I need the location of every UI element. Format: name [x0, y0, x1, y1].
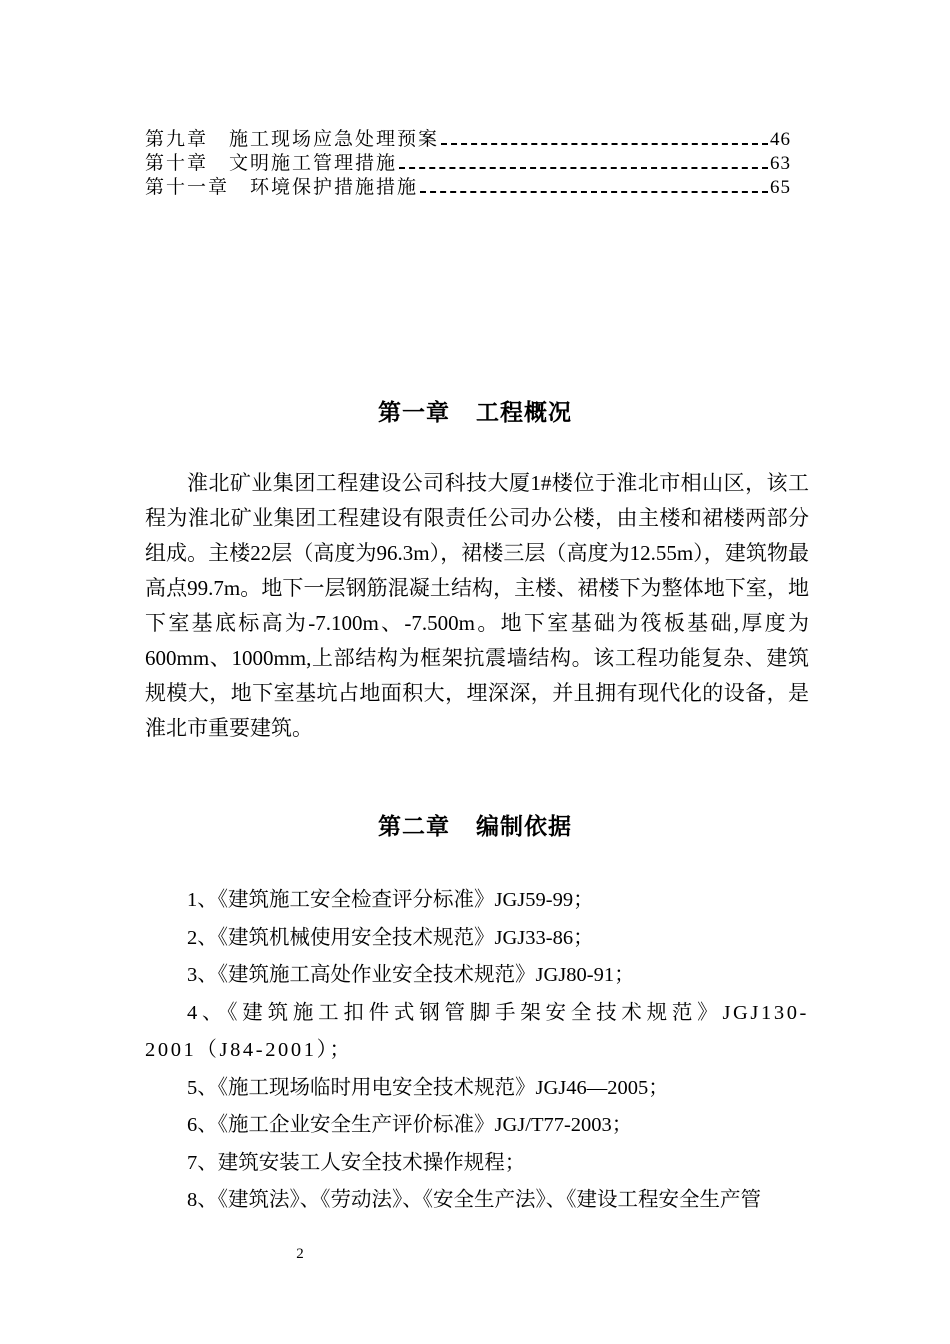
- toc-entry-page: 65: [770, 177, 791, 198]
- toc-entry-page: 46: [770, 129, 791, 150]
- list-item: 3、《建筑施工高处作业安全技术规范》JGJ80-91；: [187, 964, 635, 986]
- list-item: 5、《施工现场临时用电安全技术规范》JGJ46—2005；: [187, 1076, 669, 1099]
- chapter-2-number: 第二章: [378, 814, 450, 840]
- list-item: 7、建筑安装工人安全技术操作规程；: [187, 1151, 526, 1174]
- table-of-contents: [145, 124, 791, 196]
- toc-entry-title: 第十章 文明施工管理措施: [145, 153, 398, 174]
- chapter-1-body: [145, 466, 809, 746]
- reference-list: [145, 882, 809, 1220]
- toc-entry[interactable]: [145, 124, 791, 148]
- list-item: 6、《施工企业安全生产评价标准》JGJ/T77-2003；: [187, 1114, 633, 1136]
- list-item: 2、《建筑机械使用安全技术规范》JGJ33-86；: [187, 926, 594, 949]
- chapter-1-heading: [0, 394, 950, 427]
- toc-entry-page: 63: [770, 153, 791, 174]
- list-item: 1、《建筑施工安全检查评分标准》JGJ59-99；: [187, 889, 594, 911]
- toc-entry[interactable]: [145, 172, 791, 196]
- list-item: 8、《建筑法》、《劳动法》、《安全生产法》、《建设工程安全生产管: [187, 1189, 761, 1211]
- list-item: 4、《建筑施工扣件式钢管脚手架安全技术规范》JGJ130-2001（J84-2001）；: [145, 1001, 809, 1061]
- page-number: 2: [296, 1246, 304, 1262]
- chapter-1-number: 第一章: [378, 400, 450, 426]
- chapter-1-title: 工程概况: [476, 400, 572, 426]
- project-overview-paragraph: 淮北矿业集团工程建设公司科技大厦1#楼位于淮北市相山区，该工程为淮北矿业集团工程建设有限责任公司办公楼，由主楼和裙楼两部分组成。主楼22层（高度为96.3m），裙楼三层（高度为12.55m），建筑物最高点99.7m。地下一层钢筋混凝土结构，主楼、裙楼下为整体地下室，地下室基底标高为-7.100m、-7.500m。地下室基础为筏板基础,厚度为600mm、1000mm,上部结构为框架抗震墙结构。该工程功能复杂、建筑规模大，地下室基坑占地面积大，埋深深，并且拥有现代化的设备，是淮北市重要建筑。: [145, 471, 809, 740]
- toc-entry-title: 第九章 施工现场应急处理预案: [145, 129, 440, 150]
- chapter-2-title: 编制依据: [476, 814, 572, 840]
- toc-dot-leader: [441, 142, 768, 145]
- toc-dot-leader: [420, 190, 768, 193]
- toc-dot-leader: [399, 166, 768, 169]
- toc-entry-title: 第十一章 环境保护措施措施: [145, 177, 419, 198]
- chapter-2-heading: [0, 808, 950, 841]
- toc-entry[interactable]: [145, 148, 791, 172]
